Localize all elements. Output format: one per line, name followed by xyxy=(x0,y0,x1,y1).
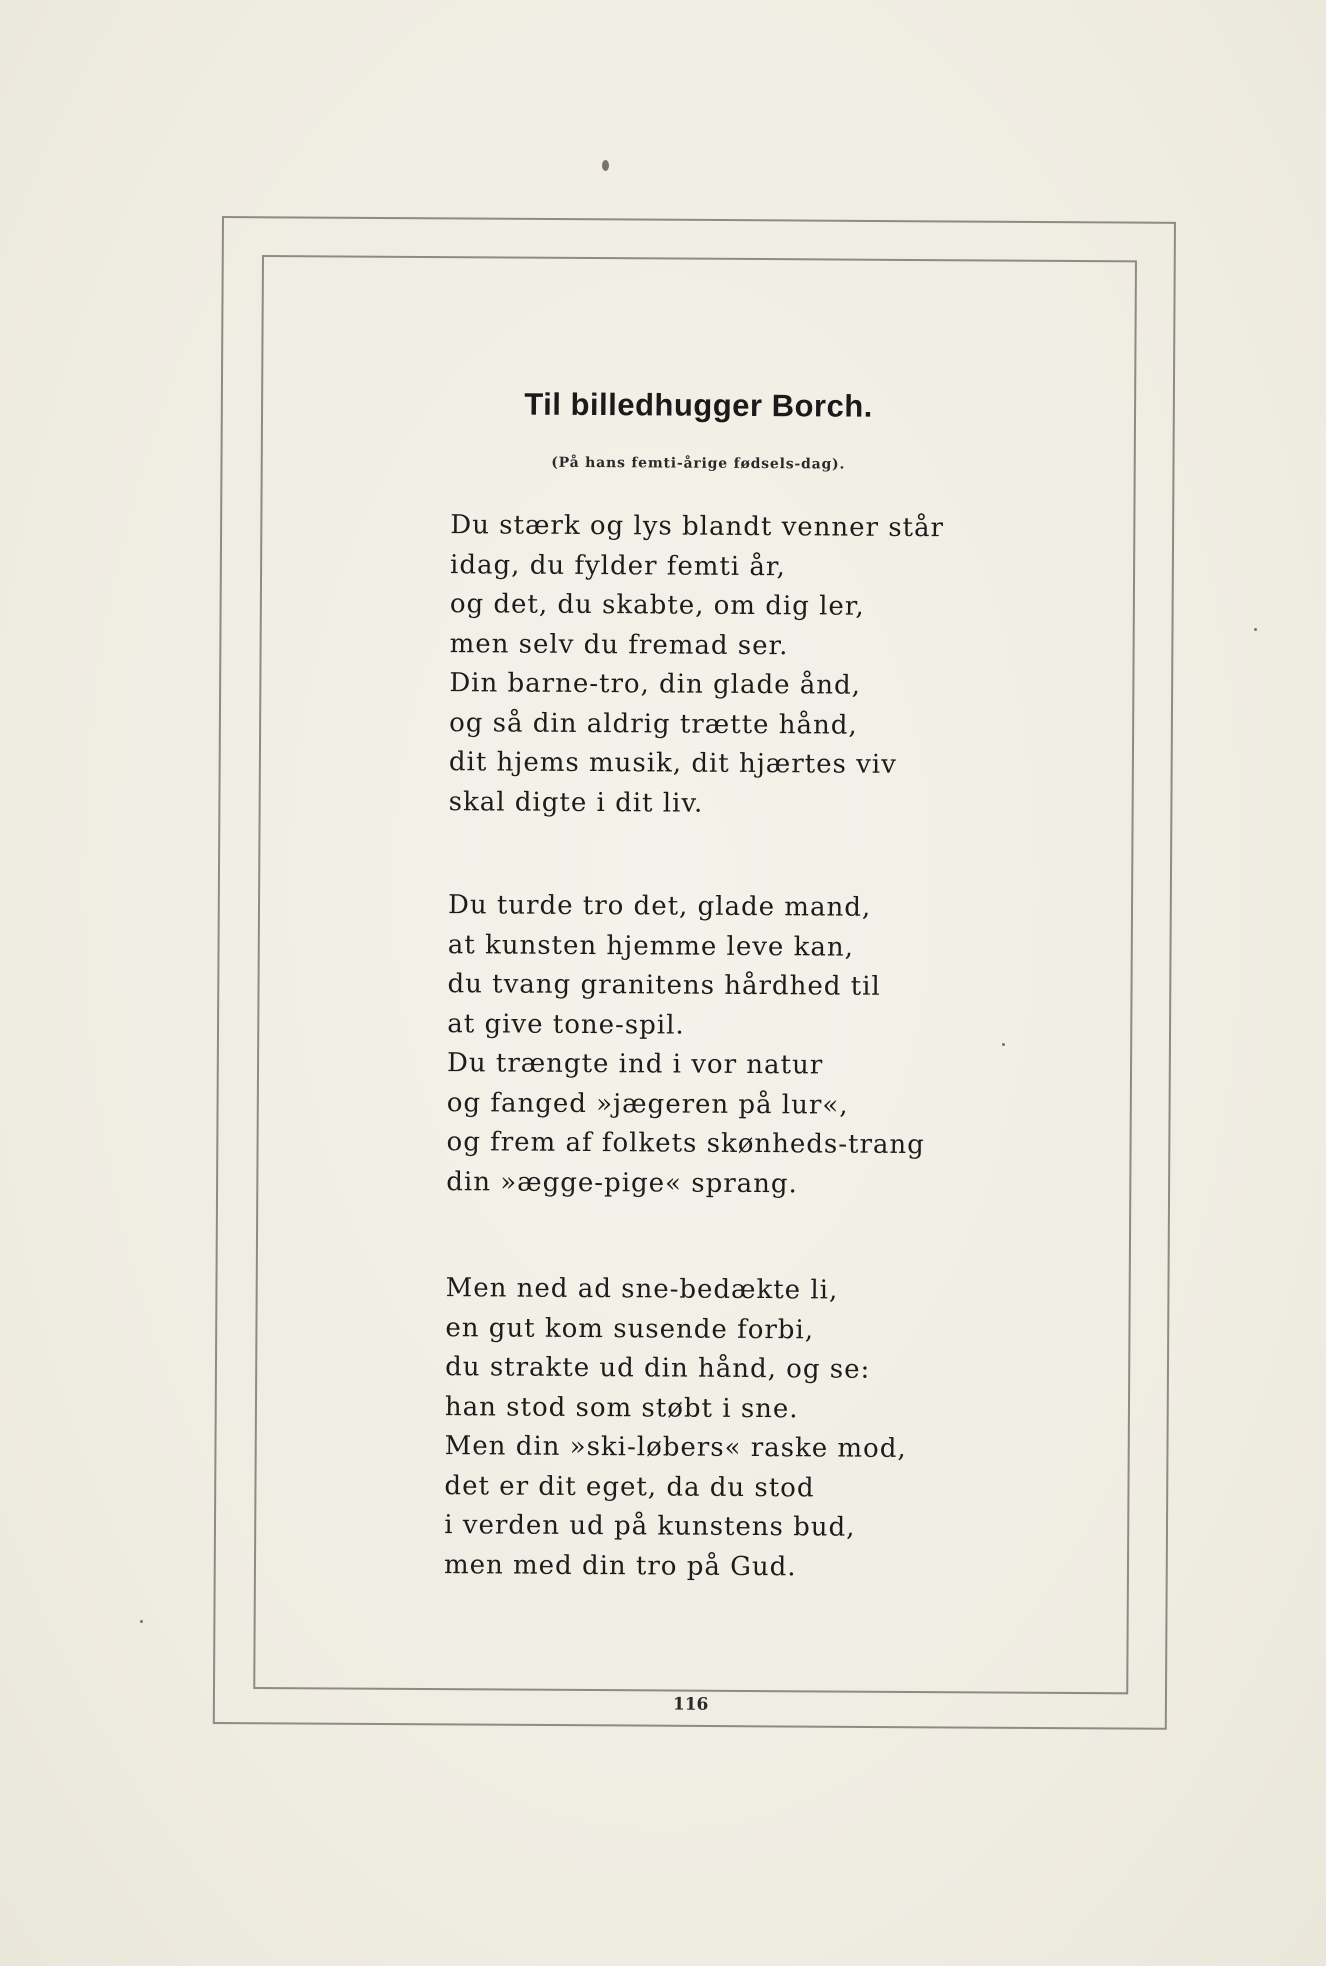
verse-line: du tvang granitens hårdhed til xyxy=(447,969,881,1002)
verse-line: det er dit eget, da du stod xyxy=(444,1470,815,1503)
verse-line: Men din »ski-løbers« raske mod, xyxy=(444,1431,907,1464)
verse-line: han stod som støbt i sne. xyxy=(444,1391,799,1424)
verse-line: Din barne-tro, din glade ånd, xyxy=(449,668,862,701)
verse-line: i verden ud på kunstens bud, xyxy=(444,1510,856,1543)
verse-line: skal digte i dit liv. xyxy=(448,786,704,819)
ink-speck xyxy=(140,1620,143,1623)
verse-line: at give tone-spil. xyxy=(447,1008,685,1041)
verse-line: og det, du skabte, om dig ler, xyxy=(449,589,865,622)
verse-line: du strakte ud din hånd, og se: xyxy=(445,1352,871,1385)
poem-subtitle: (På hans femti-årige fødsels-dag). xyxy=(551,454,846,473)
stanza-3 xyxy=(444,1269,1086,1589)
poem-page xyxy=(253,255,1137,1715)
ink-speck xyxy=(1254,628,1257,631)
stanza-1 xyxy=(449,506,1091,826)
stanza-2 xyxy=(446,886,1088,1206)
verse-line: Men ned ad sne-bedækte li, xyxy=(445,1273,839,1306)
verse-line: Du stærk og lys blandt venner står xyxy=(450,510,945,544)
verse-line: og fanged »jægeren på lur«, xyxy=(446,1087,849,1121)
verse-line: men selv du fremad ser. xyxy=(449,628,789,661)
verse-line: at kunsten hjemme leve kan, xyxy=(447,929,854,963)
page-number: 116 xyxy=(672,1694,709,1715)
verse-line: din »ægge-pige« sprang. xyxy=(446,1166,798,1199)
poem-title: Til billedhugger Borch. xyxy=(524,386,873,424)
verse-line: og frem af folkets skønheds-trang xyxy=(446,1127,925,1161)
verse-line: Du turde tro det, glade mand, xyxy=(447,890,872,923)
verse-line: en gut kom susende forbi, xyxy=(445,1312,815,1345)
verse-line: dit hjems musik, dit hjærtes viv xyxy=(448,747,897,780)
verse-line: men med din tro på Gud. xyxy=(443,1549,797,1582)
ink-speck xyxy=(602,160,609,171)
verse-line: idag, du fylder femti år, xyxy=(450,549,786,582)
verse-line: og så din aldrig trætte hånd, xyxy=(449,707,858,741)
verse-line: Du trængte ind i vor natur xyxy=(446,1048,824,1081)
